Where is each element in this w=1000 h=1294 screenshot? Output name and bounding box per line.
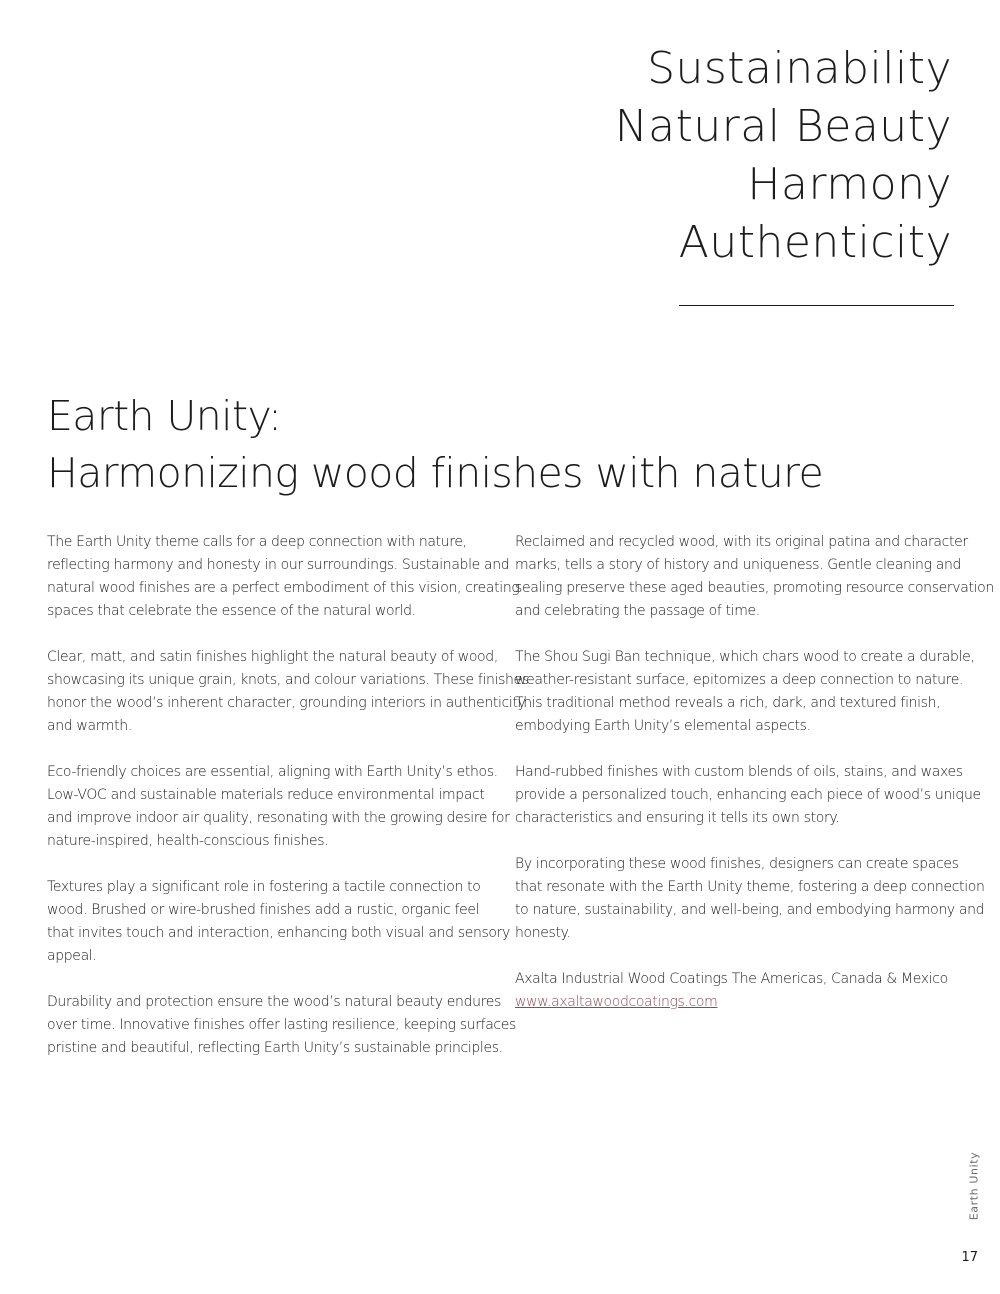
page-headline: [47, 388, 823, 502]
text-line: honor the wood’s inherent character, grounding interiors in authenticity: [47, 695, 526, 711]
text-line: The Shou Sugi Ban technique, which chars wood to create a durable,: [515, 649, 975, 665]
paragraph: [515, 531, 994, 623]
keywords-list: [615, 40, 952, 272]
right-column: [515, 531, 994, 1037]
text-line: reflecting harmony and honesty in our surroundings. Sustainable and: [47, 557, 510, 573]
text-line: that invites touch and interaction, enhancing both visual and sensory: [47, 925, 510, 941]
text-line: and celebrating the passage of time.: [515, 603, 760, 619]
headline-line-1: Earth Unity:: [47, 392, 282, 440]
keyword: Harmony: [747, 159, 952, 210]
text-line: nature-inspired, health-conscious finishes.: [47, 833, 329, 849]
website-link[interactable]: www.axaltawoodcoatings.com: [515, 994, 718, 1010]
paragraph: [47, 876, 510, 968]
section-label: Earth Unity: [967, 1151, 981, 1221]
text-line: that resonate with the Earth Unity theme, fostering a deep connection: [515, 879, 985, 895]
page-number: 17: [961, 1250, 978, 1265]
text-line: Clear, matt, and satin finishes highlight the natural beauty of wood,: [47, 649, 498, 665]
text-line: Reclaimed and recycled wood, with its original patina and character: [515, 534, 968, 550]
text-line: pristine and beautiful, reflecting Earth Unity’s sustainable principles.: [47, 1040, 503, 1056]
text-line: Low-VOC and sustainable materials reduce environmental impact: [47, 787, 485, 803]
text-line: natural wood finishes are a perfect embodiment of this vision, creating: [47, 580, 520, 596]
text-line: The Earth Unity theme calls for a deep connection with nature,: [47, 534, 467, 550]
company-name: Axalta Industrial Wood Coatings The Americas, Canada & Mexico: [515, 971, 948, 987]
paragraph: [515, 646, 975, 738]
text-line: Durability and protection ensure the wood’s natural beauty endures: [47, 994, 501, 1010]
paragraph: [47, 646, 529, 738]
paragraph: [47, 991, 516, 1060]
text-line: to nature, sustainability, and well-being, and embodying harmony and: [515, 902, 985, 918]
text-line: over time. Innovative finishes offer lasting resilience, keeping surfaces: [47, 1017, 516, 1033]
paragraph: [515, 853, 985, 945]
text-line: honesty.: [515, 925, 571, 941]
text-line: spaces that celebrate the essence of the natural world.: [47, 603, 416, 619]
contact-block: [515, 968, 960, 1014]
keyword: Authenticity: [678, 217, 952, 268]
text-line: and improve indoor air quality, resonating with the growing desire for: [47, 810, 510, 826]
text-line: Textures play a significant role in fostering a tactile connection to: [47, 879, 481, 895]
headline-line-2: Harmonizing wood finishes with nature: [47, 449, 824, 497]
text-line: Hand-rubbed finishes with custom blends of oils, stains, and waxes: [515, 764, 963, 780]
divider-rule: [679, 305, 954, 306]
text-line: characteristics and ensuring it tells its own story.: [515, 810, 840, 826]
text-line: appeal.: [47, 948, 97, 964]
paragraph: [47, 531, 520, 623]
text-line: Eco-friendly choices are essential, aligning with Earth Unity’s ethos.: [47, 764, 498, 780]
paragraph: [47, 761, 510, 853]
text-line: weather-resistant surface, epitomizes a deep connection to nature.: [515, 672, 964, 688]
text-line: This traditional method reveals a rich, dark, and textured finish,: [515, 695, 941, 711]
text-line: provide a personalized touch, enhancing each piece of wood’s unique: [515, 787, 981, 803]
text-line: wood. Brushed or wire-brushed finishes add a rustic, organic feel: [47, 902, 480, 918]
text-line: By incorporating these wood finishes, designers can create spaces: [515, 856, 959, 872]
keyword: Sustainability: [647, 43, 952, 94]
text-line: showcasing its unique grain, knots, and colour variations. These finishes: [47, 672, 529, 688]
text-line: marks, tells a story of history and uniqueness. Gentle cleaning and: [515, 557, 962, 573]
text-line: and warmth.: [47, 718, 132, 734]
text-line: embodying Earth Unity’s elemental aspects.: [515, 718, 811, 734]
text-line: sealing preserve these aged beauties, promoting resource conservation: [515, 580, 994, 596]
keyword: Natural Beauty: [614, 101, 952, 152]
paragraph: [515, 761, 981, 830]
left-column: [47, 531, 529, 1083]
